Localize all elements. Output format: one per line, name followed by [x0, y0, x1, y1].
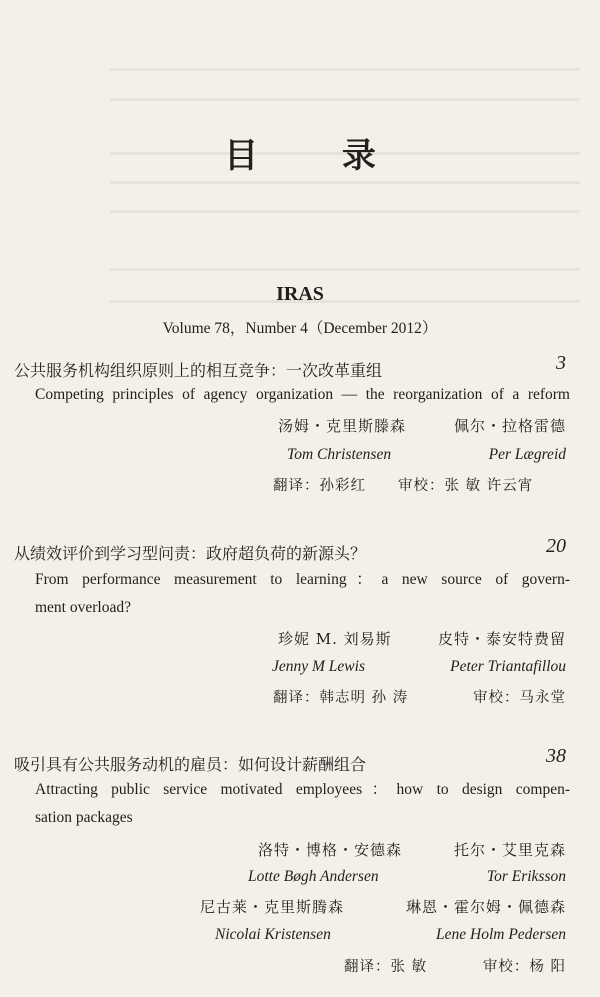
translator-credit: 翻译：张 敏	[344, 959, 428, 975]
author-en: Tor Eriksson	[486, 868, 566, 885]
author-en: Peter Triantafillou	[450, 658, 566, 675]
author-zh: 汤姆・克里斯滕森	[278, 417, 407, 435]
page-number: 3	[556, 352, 566, 374]
article-en-title: Competing principles of agency organization — the reorganization of a reform	[35, 386, 570, 403]
author-en: Tom Christensen	[287, 446, 392, 463]
journal-name: IRAS	[276, 283, 324, 305]
article-zh-title[interactable]: 公共服务机构组织原则上的相互竞争：一次改革重组	[14, 361, 383, 380]
author-zh: 尼古莱・克里斯腾森	[200, 898, 345, 916]
reviewer-credit: 审校：杨 阳	[482, 959, 566, 975]
show-through-mark	[110, 68, 580, 71]
article-en-title-cont: ment overload?	[35, 599, 131, 616]
author-en: Nicolai Kristensen	[215, 926, 331, 943]
author-zh: 洛特・博格・安德森	[258, 841, 403, 859]
author-en: Lotte Bøgh Andersen	[248, 868, 379, 885]
author-zh: 佩尔・拉格雷德	[453, 417, 566, 435]
author-zh: 托尔・艾里克森	[453, 841, 566, 859]
show-through-mark	[110, 210, 580, 213]
page-number: 20	[546, 535, 566, 557]
article-en-title: From performance measurement to learning：a new source of govern-	[35, 571, 570, 588]
show-through-mark	[110, 98, 580, 101]
translator-credit: 翻译：孙彩红	[273, 478, 366, 494]
author-en: Lene Holm Pedersen	[436, 926, 566, 943]
reviewer-credit: 审校：张 敏 许云宵	[398, 478, 534, 494]
show-through-mark	[110, 268, 580, 271]
page-title: 目 录	[224, 136, 412, 176]
page-number: 38	[546, 745, 566, 767]
article-en-title-cont: sation packages	[35, 809, 133, 826]
author-zh: 琳恩・霍尔姆・佩德森	[405, 898, 566, 916]
translator-credit: 翻译：韩志明 孙 涛	[273, 690, 409, 706]
author-zh: 皮特・泰安特费留	[437, 630, 566, 648]
author-en: Jenny M Lewis	[272, 658, 365, 675]
reviewer-credit: 审校：马永堂	[473, 690, 566, 706]
author-en: Per Lægreid	[488, 446, 566, 463]
show-through-mark	[110, 181, 580, 184]
article-zh-title[interactable]: 吸引具有公共服务动机的雇员：如何设计薪酬组合	[14, 755, 367, 774]
article-en-title: Attracting public service motivated employees：how to design compen-	[35, 781, 570, 798]
volume-info: Volume 78，Number 4（December 2012）	[162, 320, 438, 337]
author-zh: 珍妮 M. 刘易斯	[278, 630, 392, 648]
article-zh-title[interactable]: 从绩效评价到学习型问责：政府超负荷的新源头？	[14, 544, 367, 563]
